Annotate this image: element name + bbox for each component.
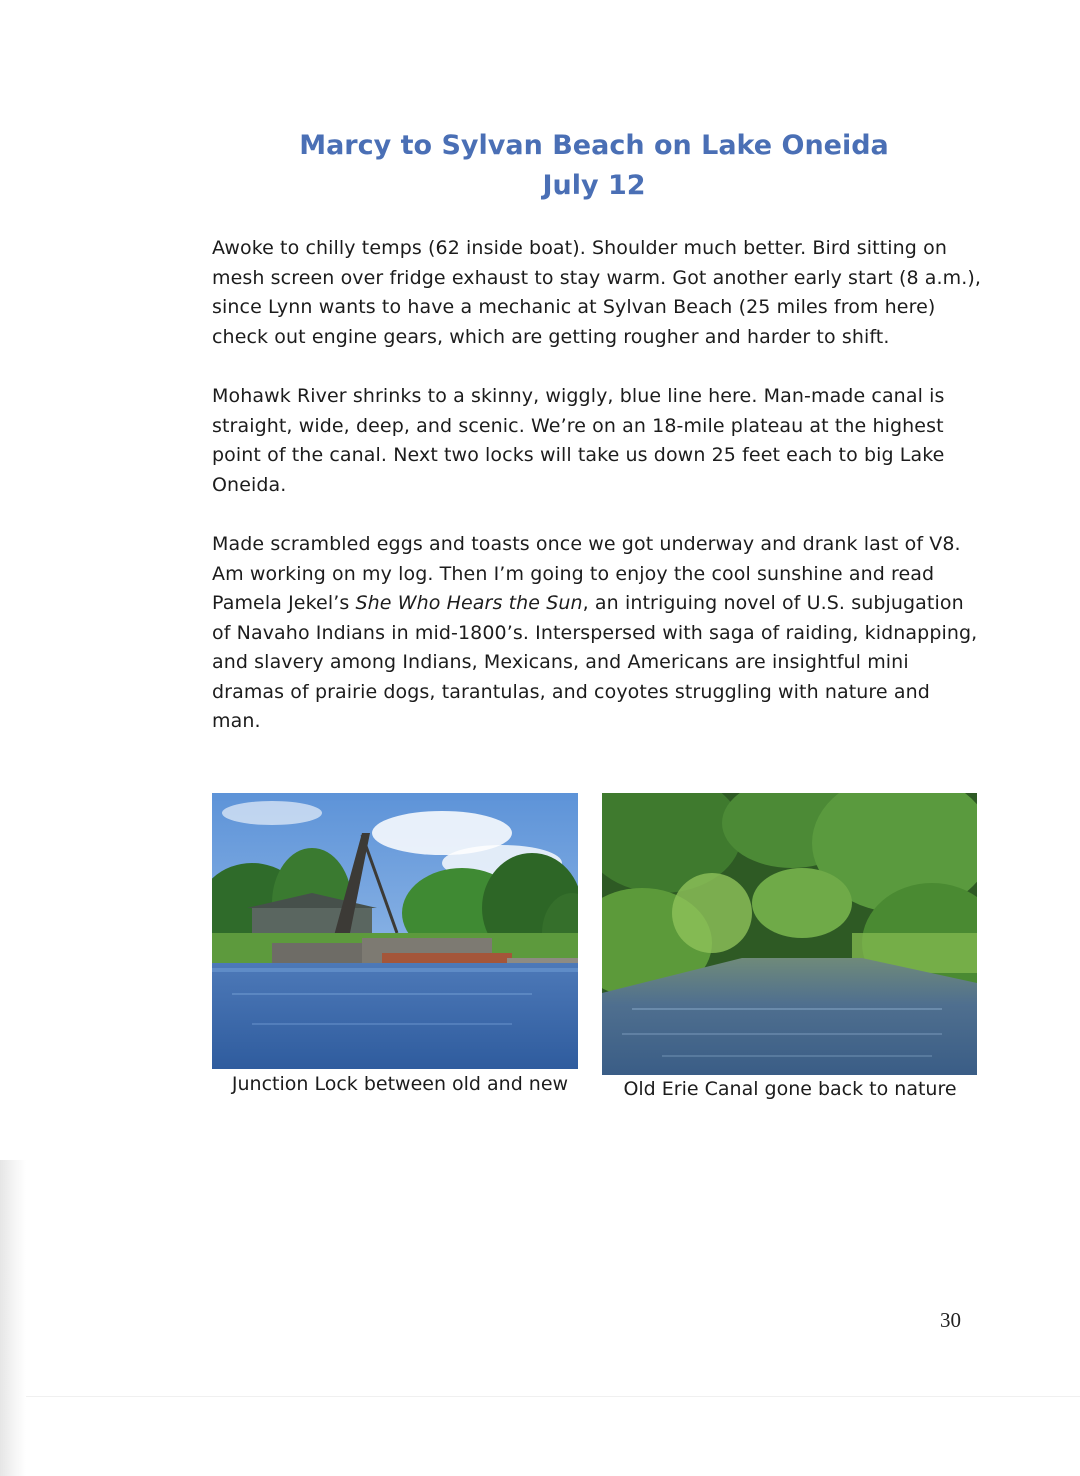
paragraph-reading: [212, 530, 982, 737]
title-line-route: Marcy to Sylvan Beach on Lake Oneida: [299, 130, 889, 161]
paragraph-reading-start: Made scrambled eggs and toasts once we got underway and drank last of V8. Am working on my log. Then I’m going to enjoy the cool sunshine and read Pamela Jekel’s: [212, 533, 961, 614]
page-title: [0, 126, 1080, 206]
scan-line: [26, 1396, 1080, 1397]
photo-old-erie-canal-image: [602, 793, 977, 1075]
book-title: She Who Hears the Sun: [355, 592, 583, 614]
caption-old-erie-canal: Old Erie Canal gone back to nature: [623, 1078, 957, 1100]
photo-old-erie-canal: [602, 793, 977, 1075]
photo-junction-lock-image: [212, 793, 578, 1069]
page-number: 30: [940, 1308, 961, 1332]
photo-junction-lock: [212, 793, 578, 1069]
paragraph-canal: Mohawk River shrinks to a skinny, wiggly, blue line here. Man-made canal is straight, wide, deep, and scenic. We’re on an 18-mile plateau at the highest point of the canal. Next two locks will take us down 25 feet each to big Lake Oneida.: [212, 385, 945, 496]
caption-junction-lock: Junction Lock between old and new: [231, 1073, 569, 1095]
title-line-date: July 12: [542, 170, 646, 201]
paragraph-morning: Awoke to chilly temps (62 inside boat). Shoulder much better. Bird sitting on mesh screen over fridge exhaust to stay warm. Got another early start (8 a.m.), since Lynn wants to have a mechanic at Sylvan Beach (25 miles from here) check out engine gears, which are getting rougher and harder to shift.: [212, 237, 982, 348]
scan-edge-shadow: [0, 1160, 26, 1476]
paragraph-reading-end: , an intriguing novel of U.S. subjugation of Navaho Indians in mid-1800’s. Interspersed with saga of raiding, kidnapping, and slavery among Indians, Mexicans, and Americans are insightful mini dramas of prairie dogs, tarantulas, and coyotes struggling with nature and man.: [212, 592, 978, 732]
